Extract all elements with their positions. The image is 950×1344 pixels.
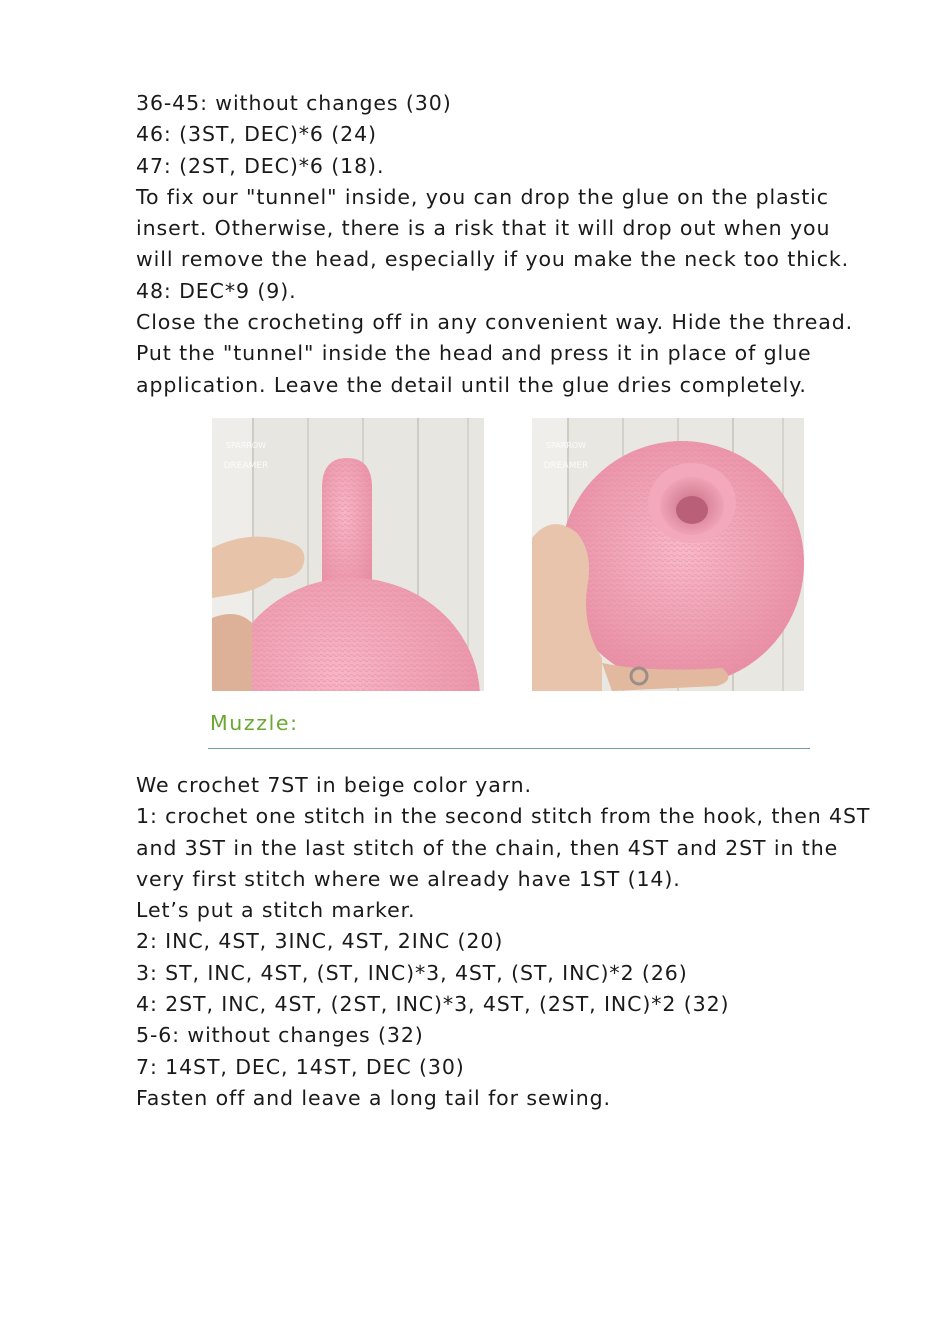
instruction-line: 5-6: without changes (32) bbox=[136, 1023, 424, 1048]
photo-head-top-view-illustration bbox=[532, 418, 804, 691]
photo-head-with-tunnel-illustration bbox=[212, 418, 484, 691]
instruction-line: will remove the head, especially if you make the neck too thick. bbox=[136, 247, 850, 272]
instruction-line: 2: INC, 4ST, 3INC, 4ST, 2INC (20) bbox=[136, 929, 504, 954]
instruction-line: Put the "tunnel" inside the head and press it in place of glue bbox=[136, 341, 812, 366]
instruction-line: 1: crochet one stitch in the second stitch from the hook, then 4ST bbox=[136, 804, 871, 829]
instruction-line: 36-45: without changes (30) bbox=[136, 91, 452, 115]
photo-head-with-tunnel bbox=[212, 418, 484, 691]
instruction-line: insert. Otherwise, there is a risk that it will drop out when you bbox=[136, 216, 831, 241]
instruction-line: To fix our "tunnel" inside, you can drop the glue on the plastic bbox=[136, 184, 829, 209]
svg-text:SPARROW: SPARROW bbox=[225, 441, 267, 450]
instruction-line: Close the crocheting off in any convenient way. Hide the thread. bbox=[136, 310, 854, 335]
svg-text:DREAMER: DREAMER bbox=[223, 461, 269, 471]
instruction-line: 47: (2ST, DEC)*6 (18). bbox=[136, 153, 385, 178]
instruction-line: 4: 2ST, INC, 4ST, (2ST, INC)*3, 4ST, (2ST, INC)*2 (32) bbox=[136, 992, 730, 1017]
instruction-line: application. Leave the detail until the glue dries completely. bbox=[136, 372, 807, 397]
svg-text:DREAMER: DREAMER bbox=[543, 461, 589, 471]
heading-divider bbox=[208, 748, 810, 749]
instruction-line: and 3ST in the last stitch of the chain, then 4ST and 2ST in the bbox=[136, 835, 839, 860]
instructions-top bbox=[136, 88, 896, 401]
instruction-line: 48: DEC*9 (9). bbox=[136, 278, 297, 303]
svg-text:SPARROW: SPARROW bbox=[545, 441, 587, 450]
instructions-muzzle bbox=[136, 770, 896, 1114]
instruction-line: Fasten off and leave a long tail for sewing. bbox=[136, 1085, 611, 1110]
photo-head-top-view bbox=[532, 418, 804, 691]
instruction-line: Let’s put a stitch marker. bbox=[136, 898, 416, 923]
instruction-line: We crochet 7ST in beige color yarn. bbox=[136, 773, 532, 797]
instruction-line: 7: 14ST, DEC, 14ST, DEC (30) bbox=[136, 1054, 465, 1079]
section-heading-muzzle: Muzzle: bbox=[210, 711, 299, 735]
instruction-line: 3: ST, INC, 4ST, (ST, INC)*3, 4ST, (ST, INC)*2 (26) bbox=[136, 960, 688, 985]
instruction-line: 46: (3ST, DEC)*6 (24) bbox=[136, 122, 377, 147]
instruction-line: very first stitch where we already have 1ST (14). bbox=[136, 866, 681, 891]
